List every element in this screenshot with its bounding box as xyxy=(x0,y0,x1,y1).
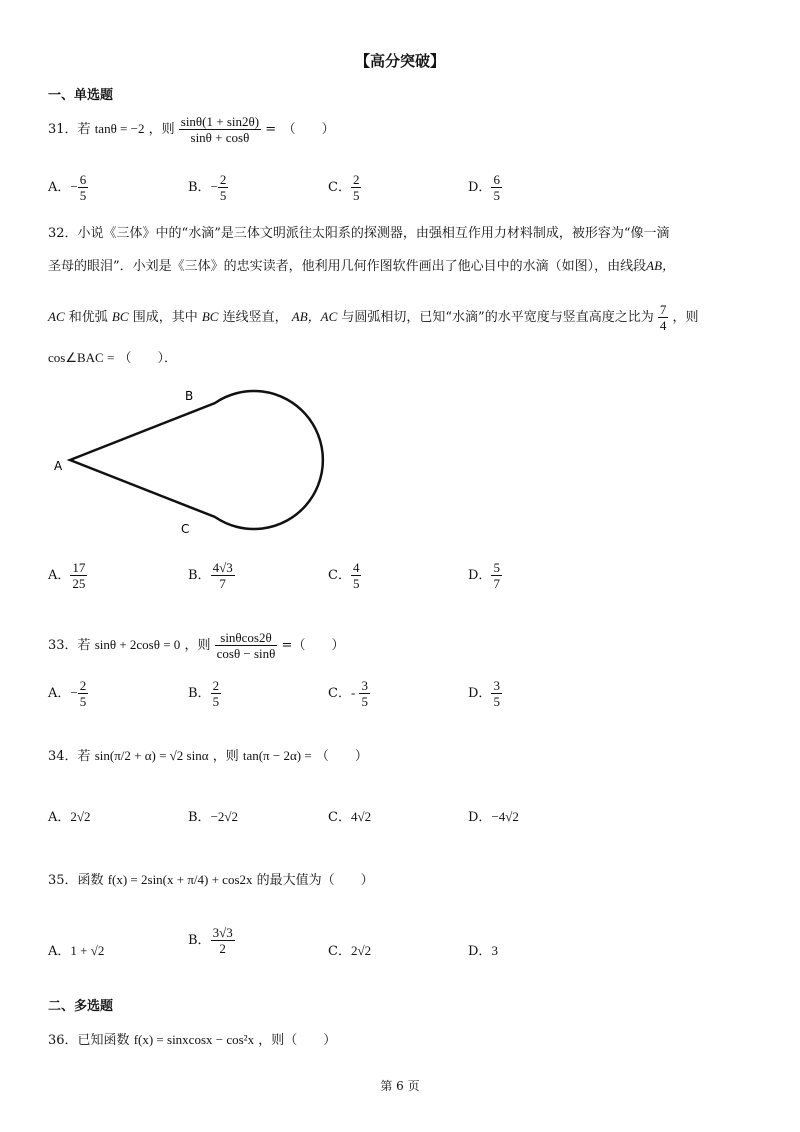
q33-option-d xyxy=(468,678,502,709)
option-label: C． xyxy=(328,568,351,583)
option-label: B． xyxy=(188,686,211,701)
option-label: D． xyxy=(468,944,492,959)
option-value: 4√2 xyxy=(350,809,372,824)
point-label-a: A xyxy=(54,459,63,473)
q32-line-3 xyxy=(48,302,699,333)
option-numerator: 2 xyxy=(79,678,87,693)
q34-option-a xyxy=(48,806,91,825)
option-numerator: 3√3 xyxy=(212,925,233,940)
q35-option-c xyxy=(328,940,371,959)
option-denominator: 5 xyxy=(219,188,227,203)
question-35 xyxy=(48,870,374,891)
q34-option-c xyxy=(328,806,371,825)
option-numerator: 3 xyxy=(493,678,500,693)
q35-stem: 35．函数 xyxy=(48,873,104,888)
q35-option-d xyxy=(468,940,498,959)
option-denominator: 2 xyxy=(219,941,226,956)
option-numerator: 3 xyxy=(361,678,368,693)
option-denominator: 5 xyxy=(493,188,500,203)
point-label-b: B xyxy=(185,389,194,403)
option-denominator: 7 xyxy=(493,576,500,591)
q36-tail: ，则（ ） xyxy=(258,1033,337,1048)
q34-option-b xyxy=(188,806,238,825)
q34-condition: sin(π/2 + α) = √2 sinα xyxy=(94,748,209,763)
section-heading-multi-choice: 二、多选题 xyxy=(48,999,114,1014)
option-denominator: 7 xyxy=(219,576,226,591)
option-label: B． xyxy=(188,180,211,195)
q31-numerator: sinθ(1 + sin2θ) xyxy=(180,114,260,129)
option-label: D． xyxy=(468,568,492,583)
q32-text-d: 围成，其中 xyxy=(132,310,198,325)
option-label: C． xyxy=(328,944,351,959)
q32-seg-ac: AC xyxy=(48,309,65,324)
option-numerator: 4√3 xyxy=(212,560,233,575)
q32-option-c xyxy=(328,560,361,591)
option-value: 1 + √2 xyxy=(70,943,105,958)
option-numerator: 2 xyxy=(352,172,360,187)
question-33 xyxy=(48,630,344,661)
option-numerator: 5 xyxy=(493,560,500,575)
q33-stem: 33．若 xyxy=(48,638,91,653)
q32-cos-expr: cos∠BAC = xyxy=(48,350,115,365)
q31-option-a xyxy=(48,172,88,203)
q32-ratio-num: 7 xyxy=(659,302,667,317)
q35-tail: 的最大值为（ ） xyxy=(256,873,374,888)
q31-mid: ，则 xyxy=(148,122,175,137)
q31-fraction xyxy=(179,114,261,145)
option-value: −4√2 xyxy=(491,809,519,824)
option-numerator: 6 xyxy=(79,172,87,187)
q34-option-d xyxy=(468,806,519,825)
q36-stem: 36．已知函数 xyxy=(48,1033,130,1048)
q33-option-b xyxy=(188,678,221,709)
q33-mid: ，则 xyxy=(184,638,211,653)
q33-option-a xyxy=(48,678,88,709)
q31-option-d xyxy=(468,172,502,203)
option-label: D． xyxy=(468,810,492,825)
question-34 xyxy=(48,746,368,767)
q32-arc-bc: BC xyxy=(111,309,129,324)
q33-denominator: cosθ − sinθ xyxy=(216,646,276,661)
option-denominator: 5 xyxy=(352,576,360,591)
option-label: A． xyxy=(48,810,71,825)
option-denominator: 5 xyxy=(212,694,220,709)
q32-ratio-den: 4 xyxy=(659,318,667,333)
water-drop-outline xyxy=(70,391,323,529)
option-denominator: 5 xyxy=(361,694,368,709)
q32-tangents: AB，AC xyxy=(291,309,338,324)
q34-mid: ，则 xyxy=(212,749,239,764)
option-label: A． xyxy=(48,944,71,959)
option-value: 3 xyxy=(491,943,498,958)
question-36 xyxy=(48,1030,336,1051)
option-value: 2√2 xyxy=(70,809,91,824)
q31-stem: 31．若 xyxy=(48,122,91,137)
option-label: D． xyxy=(468,686,492,701)
q35-option-a xyxy=(48,940,104,959)
option-numerator: 2 xyxy=(219,172,227,187)
option-label: A． xyxy=(48,686,71,701)
option-denominator: 5 xyxy=(79,188,87,203)
q33-option-c xyxy=(328,678,370,709)
option-label: D． xyxy=(468,180,492,195)
q33-tail: =（ ） xyxy=(281,638,345,653)
option-denominator: 25 xyxy=(72,576,86,591)
q32-ratio xyxy=(658,302,669,333)
option-numerator: 6 xyxy=(493,172,500,187)
q32-line-1: 32．小说《三体》中的“水滴”是三体文明派往太阳系的探测器，由强相互作用力材料制成，被形容为“像一滴 xyxy=(48,226,670,241)
q31-condition: tanθ = −2 xyxy=(94,121,145,136)
option-label: C． xyxy=(328,686,351,701)
option-numerator: 4 xyxy=(352,560,360,575)
option-sign: − xyxy=(70,685,78,700)
q32-text-h: 与圆弧相切，已知“水滴”的水平宽度与竖直高度之比为 xyxy=(341,310,654,325)
option-label: C． xyxy=(328,810,351,825)
option-sign: - xyxy=(350,685,356,700)
point-label-c: C xyxy=(181,522,190,536)
q32-line-4-tail: （ ）． xyxy=(118,351,177,366)
q32-seg-bc: BC xyxy=(201,309,219,324)
q33-fraction xyxy=(215,630,278,661)
option-denominator: 5 xyxy=(79,694,87,709)
q32-text-f: 连线竖直， xyxy=(222,310,288,325)
option-denominator: 5 xyxy=(493,694,500,709)
option-label: B． xyxy=(188,568,211,583)
option-sign: − xyxy=(210,179,218,194)
option-label: A． xyxy=(48,568,71,583)
q35-option-b xyxy=(188,925,235,956)
q33-condition: sinθ + 2cosθ = 0 xyxy=(94,637,181,652)
option-numerator: 17 xyxy=(72,560,86,575)
q32-line-2 xyxy=(48,256,675,277)
option-sign: − xyxy=(70,179,78,194)
q32-text-b: 和优弧 xyxy=(68,310,108,325)
q34-expression: tan(π − 2α) = xyxy=(242,748,312,763)
option-value: 2√2 xyxy=(350,943,372,958)
option-numerator: 2 xyxy=(212,678,220,693)
q31-option-b xyxy=(188,172,228,203)
option-label: C． xyxy=(328,180,351,195)
option-label: B． xyxy=(188,810,211,825)
question-31 xyxy=(48,114,335,145)
q31-tail: = （ ） xyxy=(265,122,335,137)
page-number: 第 6 页 xyxy=(380,1079,420,1093)
q33-numerator: sinθcos2θ xyxy=(215,630,278,646)
q32-option-d xyxy=(468,560,502,591)
q31-option-c xyxy=(328,172,361,203)
q32-line-2-text: 圣母的眼泪”．小刘是《三体》的忠实读者，他利用几何作图软件画出了他心目中的水滴（如图），由线段 xyxy=(48,259,647,274)
option-value: −2√2 xyxy=(210,809,239,824)
option-denominator: 5 xyxy=(352,188,360,203)
page-title: 【高分突破】 xyxy=(354,52,445,70)
q35-expression: f(x) = 2sin(x + π/4) + cos2x xyxy=(107,872,253,887)
q32-option-b xyxy=(188,560,235,591)
q32-line-2-tail: AB， xyxy=(646,258,676,273)
q36-expression: f(x) = sinxcosx − cos²x xyxy=(133,1032,255,1047)
section-heading-single-choice: 一、单选题 xyxy=(48,88,114,103)
q32-text-i: ，则 xyxy=(672,310,699,325)
water-drop-figure xyxy=(40,380,340,550)
q32-option-a xyxy=(48,560,87,591)
q31-denominator: sinθ + cosθ xyxy=(190,130,250,145)
q32-line-4 xyxy=(48,348,177,369)
q34-stem: 34．若 xyxy=(48,749,91,764)
option-label: B． xyxy=(188,933,211,948)
option-label: A． xyxy=(48,180,71,195)
q34-tail: （ ） xyxy=(315,749,368,764)
